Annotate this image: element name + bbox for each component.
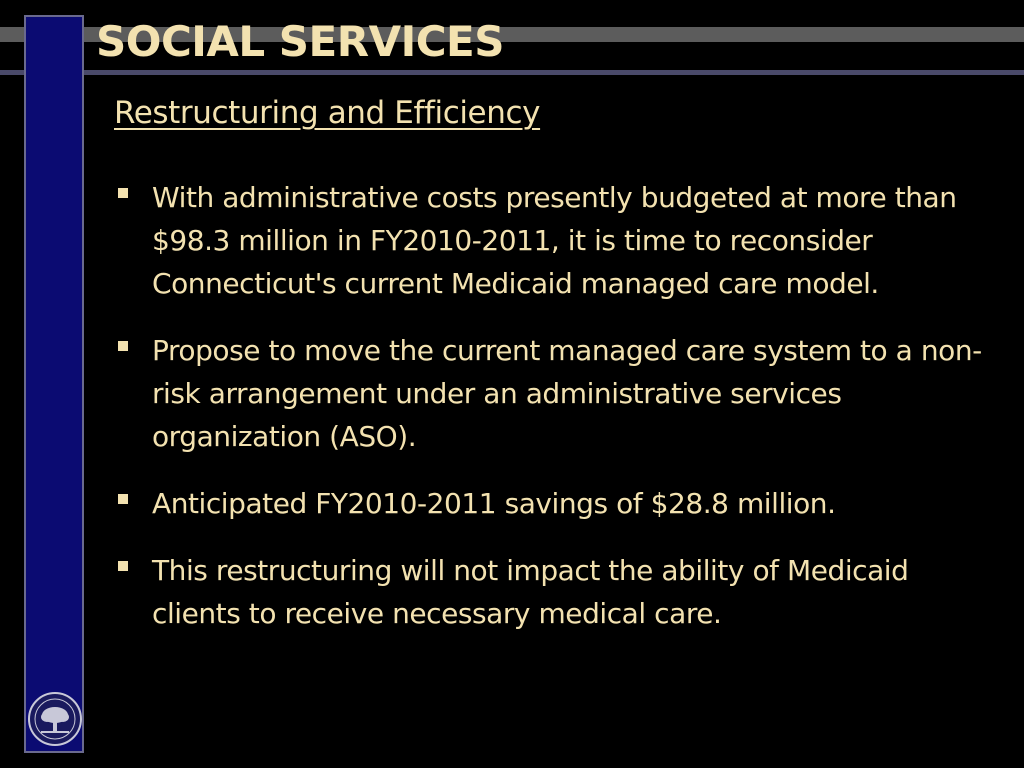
bullet-item <box>114 482 994 525</box>
bullet-text: Propose to move the current managed care system to a non-risk arrangement under an administrative services organization (ASO). <box>152 334 982 453</box>
slide-title: SOCIAL SERVICES <box>96 17 504 66</box>
square-bullet-icon <box>118 341 128 351</box>
bullet-item <box>114 329 994 458</box>
square-bullet-icon <box>118 188 128 198</box>
bullet-item <box>114 176 994 305</box>
header-rule <box>0 70 1024 75</box>
sidebar-bar <box>24 15 84 753</box>
square-bullet-icon <box>118 561 128 571</box>
slide-subtitle: Restructuring and Efficiency <box>114 95 541 131</box>
bullet-text: With administrative costs presently budgeted at more than $98.3 million in FY2010-2011, it is time to reconsider Connecticut's current Medicaid managed care model. <box>152 181 957 300</box>
state-seal-icon <box>27 691 83 747</box>
bullet-item <box>114 549 994 635</box>
bullet-text: Anticipated FY2010-2011 savings of $28.8 million. <box>152 487 836 520</box>
bullet-list <box>114 176 994 659</box>
square-bullet-icon <box>118 494 128 504</box>
bullet-text: This restructuring will not impact the ability of Medicaid clients to receive necessary medical care. <box>152 554 909 630</box>
